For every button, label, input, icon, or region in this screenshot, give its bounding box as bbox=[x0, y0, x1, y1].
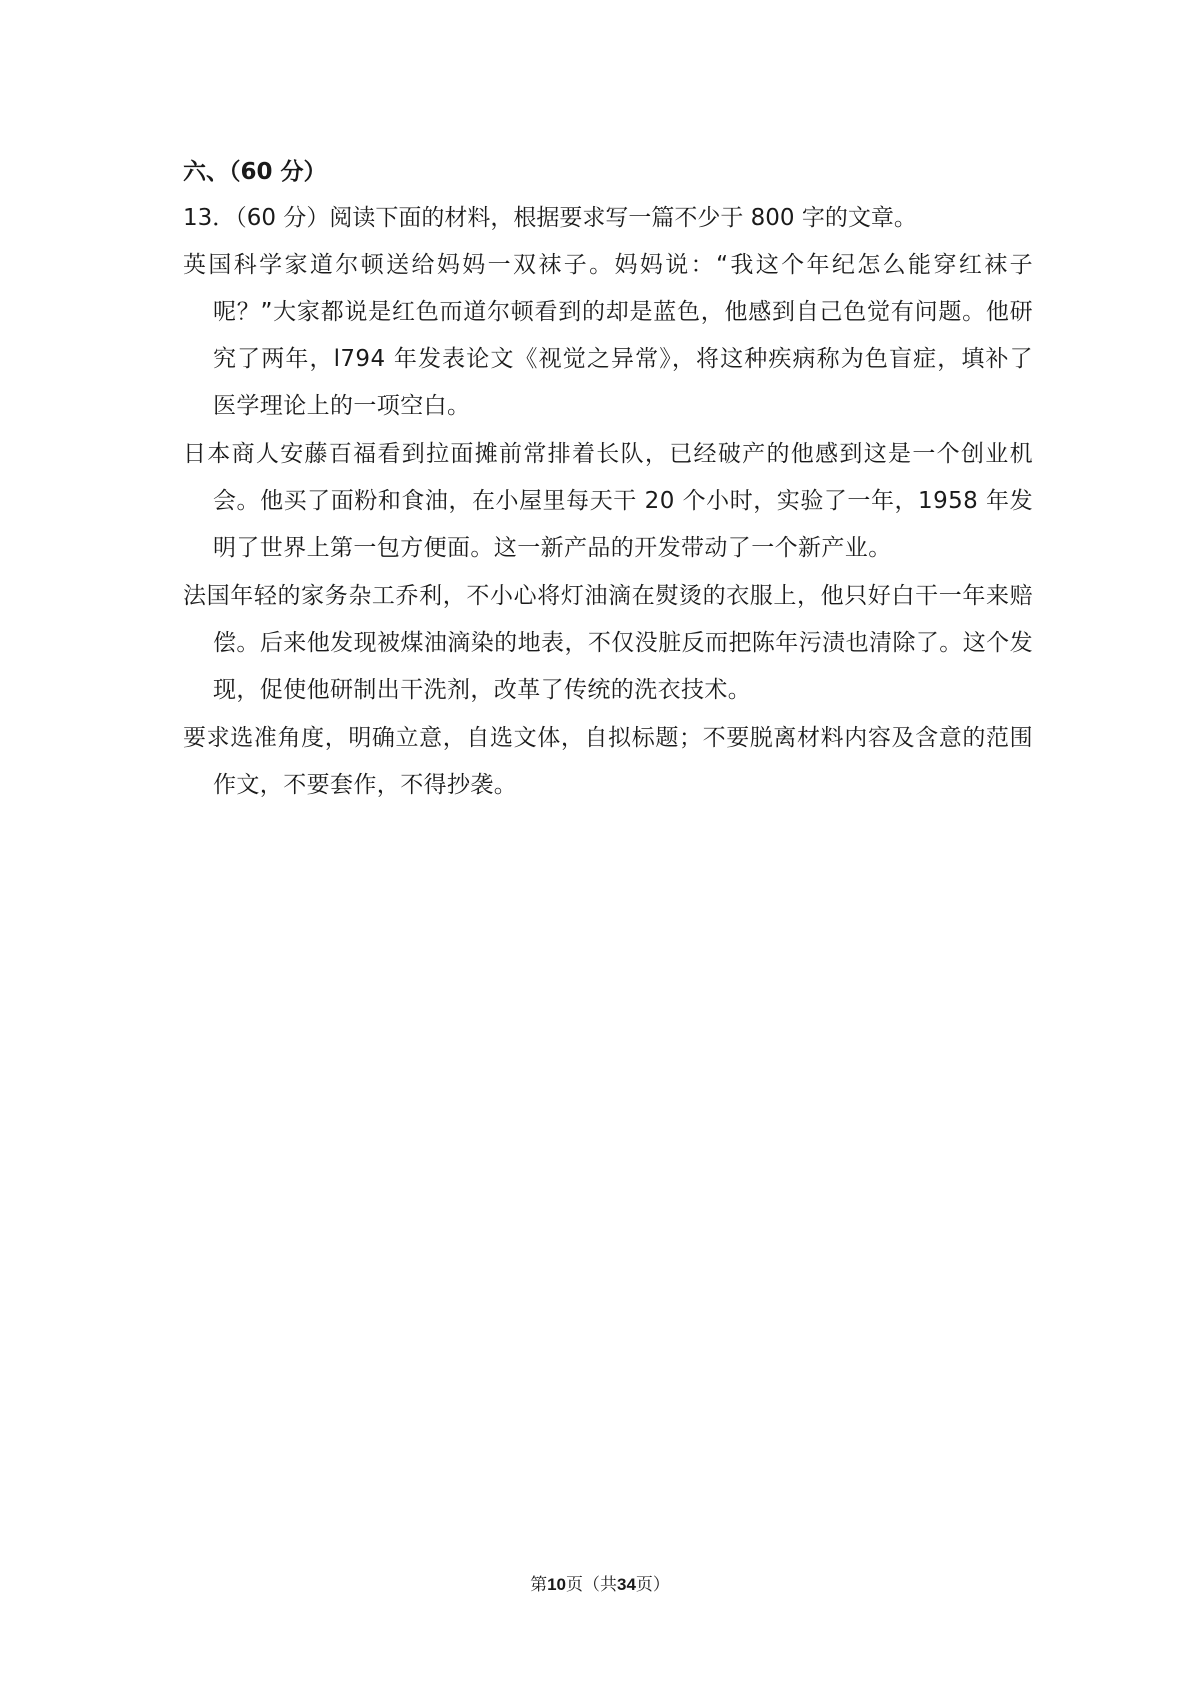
material-paragraph-jolly: 法国年轻的家务杂工乔利，不小心将灯油滴在熨烫的衣服上，他只好白干一年来赔偿。后来他发现被煤油滴染的地表，不仅没脏反而把陈年污渍也清除了。这个发现，促使他研制出干洗剂，改革了传统的洗衣技术。 bbox=[183, 583, 1033, 703]
material-paragraph-ando: 日本商人安藤百福看到拉面摊前常排着长队，已经破产的他感到这是一个创业机会。他买了面粉和食油，在小屋里每天干 20 个小时，实验了一年，1958 年发明了世界上第一包方便面。这一新产品的开发带动了一个新产业。 bbox=[183, 441, 1033, 561]
page-footer bbox=[0, 1573, 1200, 1597]
footer-page-number: 10 bbox=[547, 1575, 566, 1594]
section-heading: 六、（60 分） bbox=[183, 159, 327, 185]
page-content bbox=[183, 150, 1033, 810]
footer-total-pages: 34 bbox=[617, 1575, 636, 1594]
footer-suffix: 页） bbox=[635, 1575, 670, 1595]
question-prompt: 13．（60 分）阅读下面的材料，根据要求写一篇不少于 800 字的文章。 bbox=[183, 205, 917, 231]
material-paragraph-dalton: 英国科学家道尔顿送给妈妈一双袜子。妈妈说：“我这个年纪怎么能穿红袜子呢？”大家都说是红色而道尔顿看到的却是蓝色，他感到自己色觉有问题。他研究了两年，l794 年发表论文《视觉之异常》，将这种疾病称为色盲症，填补了医学理论上的一项空白。 bbox=[183, 252, 1033, 419]
footer-prefix: 第 bbox=[530, 1575, 548, 1595]
footer-middle: 页（共 bbox=[566, 1575, 617, 1595]
writing-requirements: 要求选准角度，明确立意，自选文体，自拟标题；不要脱离材料内容及含意的范围作文，不要套作，不得抄袭。 bbox=[183, 725, 1033, 798]
